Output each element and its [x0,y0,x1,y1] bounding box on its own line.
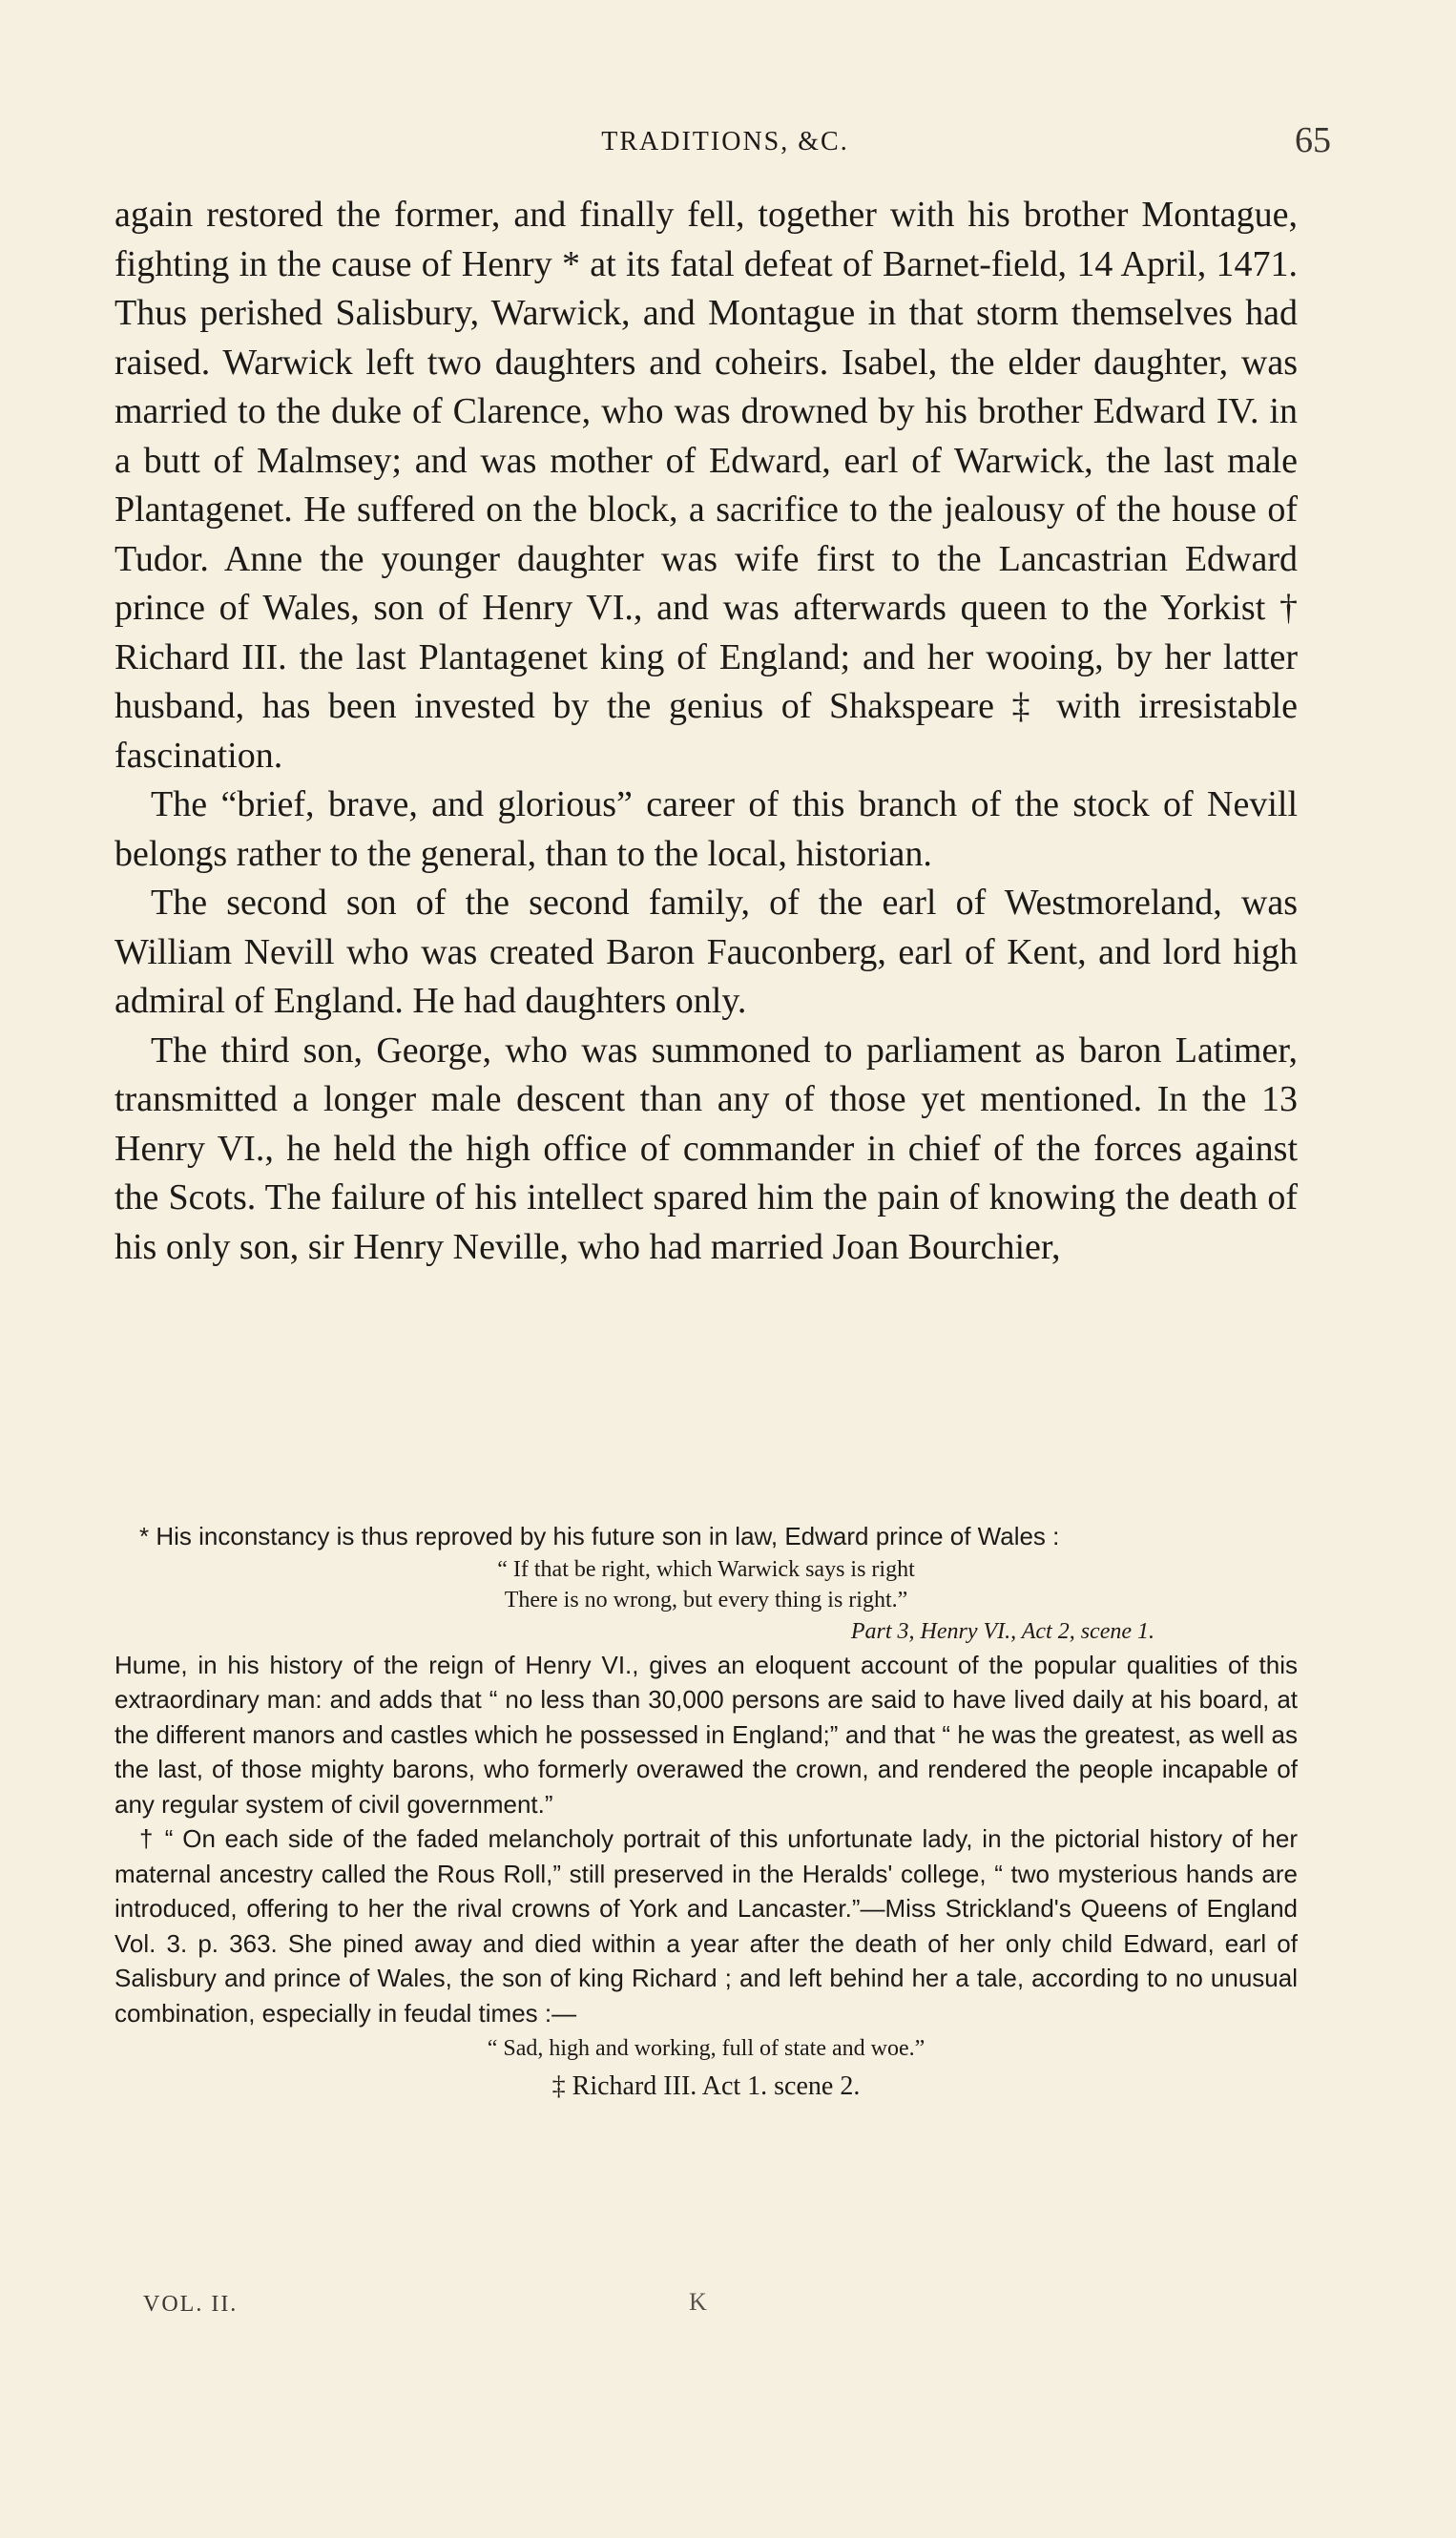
footnote-3: ‡ Richard III. Act 1. scene 2. [551,2071,861,2101]
paragraph-1: again restored the former, and finally fell, together with his brother Montague, fighting in the cause of Henry * at its fatal defeat of Barnet-field, 14 April, 1471. Thus perished Salisbury, Warwick, and Montague in that storm themselves had raised. Warwick left two daughters and coheirs. Isabel, the elder daughter, was married to the duke of Clarence, who was drowned by his brother Edward IV. in a butt of Malmsey; and was mother of Edward, earl of Warwick, the last male Plantagenet. He suffered on the block, a sacrifice to the jealousy of the house of Tudor. Anne the younger daughter was wife first to the Lancastrian Edward prince of Wales, son of Henry VI., and was afterwards queen to the Yorkist † Richard III. the last Plantagenet king of England; and her wooing, by her latter husband, has been invested by the genius of Shakspeare ‡ with irresistable fascination. [114,195,1298,776]
volume-label: VOL. II. [143,2292,239,2317]
header-title: TRADITIONS, &C. [601,127,849,156]
paragraph-3: The second son of the second family, of the earl of Westmoreland, was William Nevill who was created Baron Fauconberg, earl of Kent, and lord high admiral of England. He had daughters only. [114,883,1298,1021]
footnote-2-quote: “ Sad, high and working, full of state and woe.” [487,2036,926,2061]
footnote-citation: Part 3, Henry VI., Act 2, scene 1. [850,1618,1154,1644]
footnote-1-intro: * His inconstancy is thus reproved by his future son in law, Edward prince of Wales : [139,1522,1060,1550]
main-text [114,191,1298,1272]
footnote-quote-line-1: “ If that be right, which Warwick says is right [497,1556,915,1582]
paragraph-2: The “brief, brave, and glorious” career of this branch of the stock of Nevill belongs rather to the general, than to the local, historian. [114,784,1298,874]
footnote-1-hume: Hume, in his history of the reign of Henry VI., gives an eloquent account of the popular qualities of this extraordinary man: and adds that “ no less than 30,000 persons are said to have lived daily at his board, at the different manors and castles which he possessed in England;” and that “ he was the greatest, as well as the last, of those mighty barons, who formerly overawed the crown, and rendered the people incapable of any regular system of civil government.” [114,1650,1298,1819]
footnote-2: † “ On each side of the faded melancholy portrait of this unfortunate lady, in the pictorial history of her maternal ancestry called the Rous Roll,” still preserved in the Heralds' college, “ two mysterious hands are introduced, offering to her the rival crowns of York and Lancaster.”—Miss Strickland's Queens of England Vol. 3. p. 363. She pined away and died within a year after the death of her only child Edward, earl of Salisbury and prince of Wales, the son of king Richard ; and left behind her a tale, according to no unusual combination, especially in feudal times :— [114,1824,1298,2028]
footnote-quote-line-2: There is no wrong, but every thing is right.” [504,1587,908,1612]
signature-mark: K [689,2288,707,2316]
paragraph-4: The third son, George, who was summoned to parliament as baron Latimer, transmitted a longer male descent than any of those yet mentioned. In the 13 Henry VI., he held the high office of commander in chief of the forces against the Scots. The failure of his intellect spared him the pain of knowing the death of his only son, sir Henry Neville, who had married Joan Bourchier, [114,1030,1298,1267]
footnotes [114,1519,1298,2107]
running-header [119,119,1331,167]
page-number: 65 [1295,120,1331,160]
